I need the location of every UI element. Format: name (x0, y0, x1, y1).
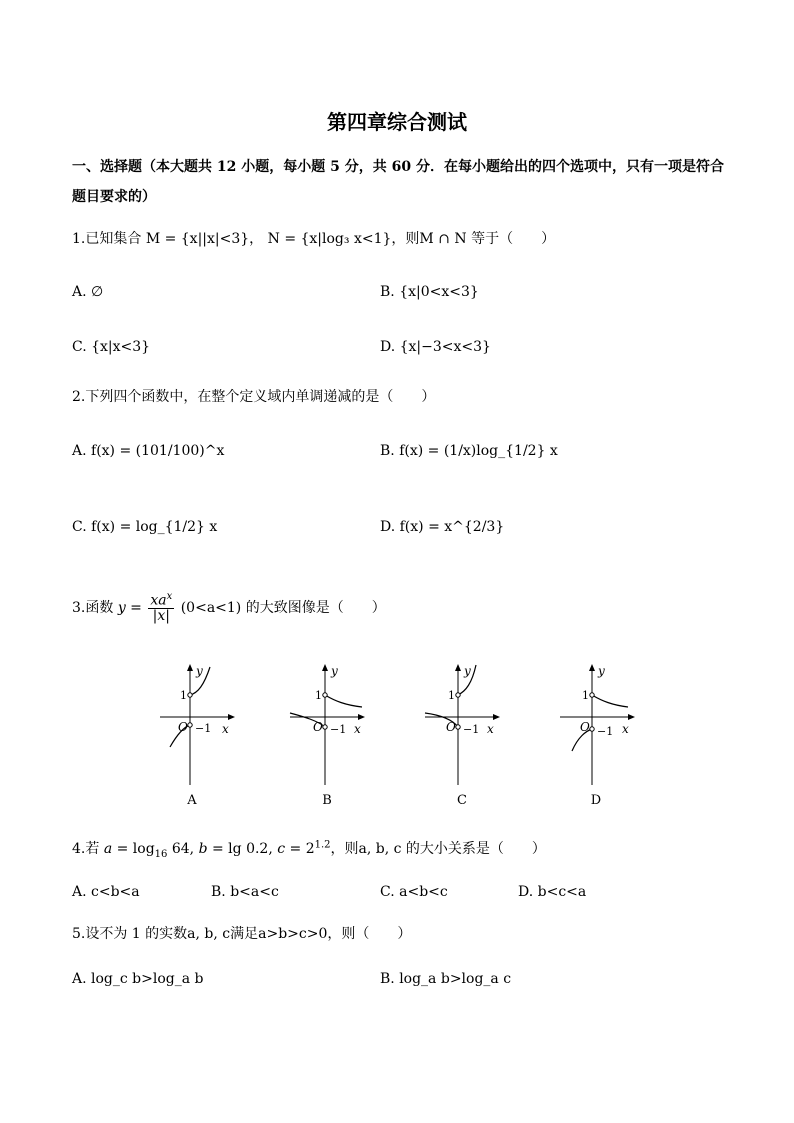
q1-set-n: N = {x|log₃ x<1} (267, 231, 392, 247)
q4-suffix: ，则a, b, c 的大小关系是（ ） (330, 841, 546, 857)
graph-a-x-label: x (222, 722, 229, 736)
graph-c-origin: O (446, 720, 456, 734)
graph-label-c: C (457, 793, 467, 808)
q4-option-a[interactable]: A. c<b<a (72, 884, 140, 900)
graph-label-d: D (590, 793, 602, 808)
graph-a[interactable] (160, 664, 235, 785)
q3-suffix: (0<a<1) 的大致图像是（ ） (180, 600, 386, 617)
q1-suffix: ，则 (391, 231, 420, 247)
graph-b-tick-neg: −1 (330, 723, 347, 736)
q1-option-c[interactable]: C. {x|x<3} (72, 339, 151, 355)
graph-c-y-label: y (464, 664, 471, 678)
graph-c-tick-pos: 1 (448, 689, 455, 702)
graph-c-tick-neg: −1 (463, 723, 480, 736)
graph-c[interactable] (425, 664, 500, 785)
q1-option-b[interactable]: B. {x|0<x<3} (380, 284, 479, 300)
q5-option-a[interactable]: A. log_c b>log_a b (72, 971, 204, 987)
q2-option-a[interactable]: A. f(x) = (101/100)^x (72, 443, 225, 459)
q3-function-fraction: $\frac{xa^x}{|x|}$ (150, 591, 173, 625)
graph-d-origin: O (580, 720, 590, 734)
graph-a-origin: O (178, 720, 188, 734)
question-4-stem: 4.若 $a = \log_{16} 64$, b = lg 0.2, $c = 2^{1.2}$，则a, b, c 的大小关系是（ ） (72, 839, 546, 860)
graph-b-tick-pos: 1 (315, 689, 322, 702)
graph-c-x-label: x (487, 722, 494, 736)
question-5-stem: 5.设不为 1 的实数a, b, c满足a>b>c>0，则（ ） (72, 926, 412, 942)
q4-option-d[interactable]: D. b<c<a (518, 884, 587, 900)
q1-prefix: 1.已知集合 (72, 231, 142, 247)
q1-set-m: M = {x||x|<3} (145, 231, 250, 247)
graph-a-y-label: y (196, 664, 203, 678)
q5-option-b[interactable]: B. log_a b>log_a c (380, 971, 512, 987)
question-2-stem: 2.下列四个函数中，在整个定义域内单调递减的是（ ） (72, 389, 436, 405)
section-heading: 一、选择题（本大题共 12 小题，每小题 5 分，共 60 分．在每小题给出的四个选项中，只有一项是符合题目要求的） (72, 159, 724, 205)
graph-a-tick-pos: 1 (180, 689, 187, 702)
q2-option-c[interactable]: C. f(x) = log_{1/2} x (72, 519, 218, 535)
q1-expr: M ∩ N (419, 231, 467, 247)
graph-b-origin: O (313, 720, 323, 734)
q3-prefix: 3.函数 (72, 600, 114, 617)
q4-option-b[interactable]: B. b<a<c (211, 884, 279, 900)
graph-d-tick-pos: 1 (582, 689, 589, 702)
q4-option-c[interactable]: C. a<b<c (380, 884, 448, 900)
graph-d-x-label: x (622, 722, 629, 736)
graph-b[interactable] (290, 664, 365, 785)
q3-graphs (140, 655, 660, 815)
graph-d-tick-neg: −1 (597, 725, 614, 738)
q2-option-d[interactable]: D. f(x) = x^{2/3} (380, 519, 505, 535)
question-1-stem: 1.已知集合 M = {x||x|<3}， N = {x|log₃ x<1}，则M ∩ N 等于（ ） (72, 231, 556, 247)
q1-option-a[interactable]: A. ∅ (72, 284, 104, 300)
graph-b-x-label: x (354, 722, 361, 736)
question-3-stem: 3.函数 y = $\frac{xa^x}{|x|}$ (0<a<1) 的大致图像是（ ） (72, 591, 386, 625)
q4-prefix: 4.若 (72, 841, 100, 857)
q2-option-b[interactable]: B. f(x) = (1/x)log_{1/2} x (380, 443, 558, 459)
graph-b-y-label: y (331, 664, 338, 678)
graph-label-b: B (322, 793, 332, 808)
q1-tail: 等于（ ） (466, 231, 556, 247)
graph-d-y-label: y (598, 664, 605, 678)
graph-label-a: A (187, 793, 197, 808)
page-title: 第四章综合测试 (327, 110, 467, 134)
q1-option-d[interactable]: D. {x|−3<x<3} (380, 339, 491, 355)
graph-a-tick-neg: −1 (195, 722, 212, 735)
graph-d[interactable] (560, 664, 635, 785)
